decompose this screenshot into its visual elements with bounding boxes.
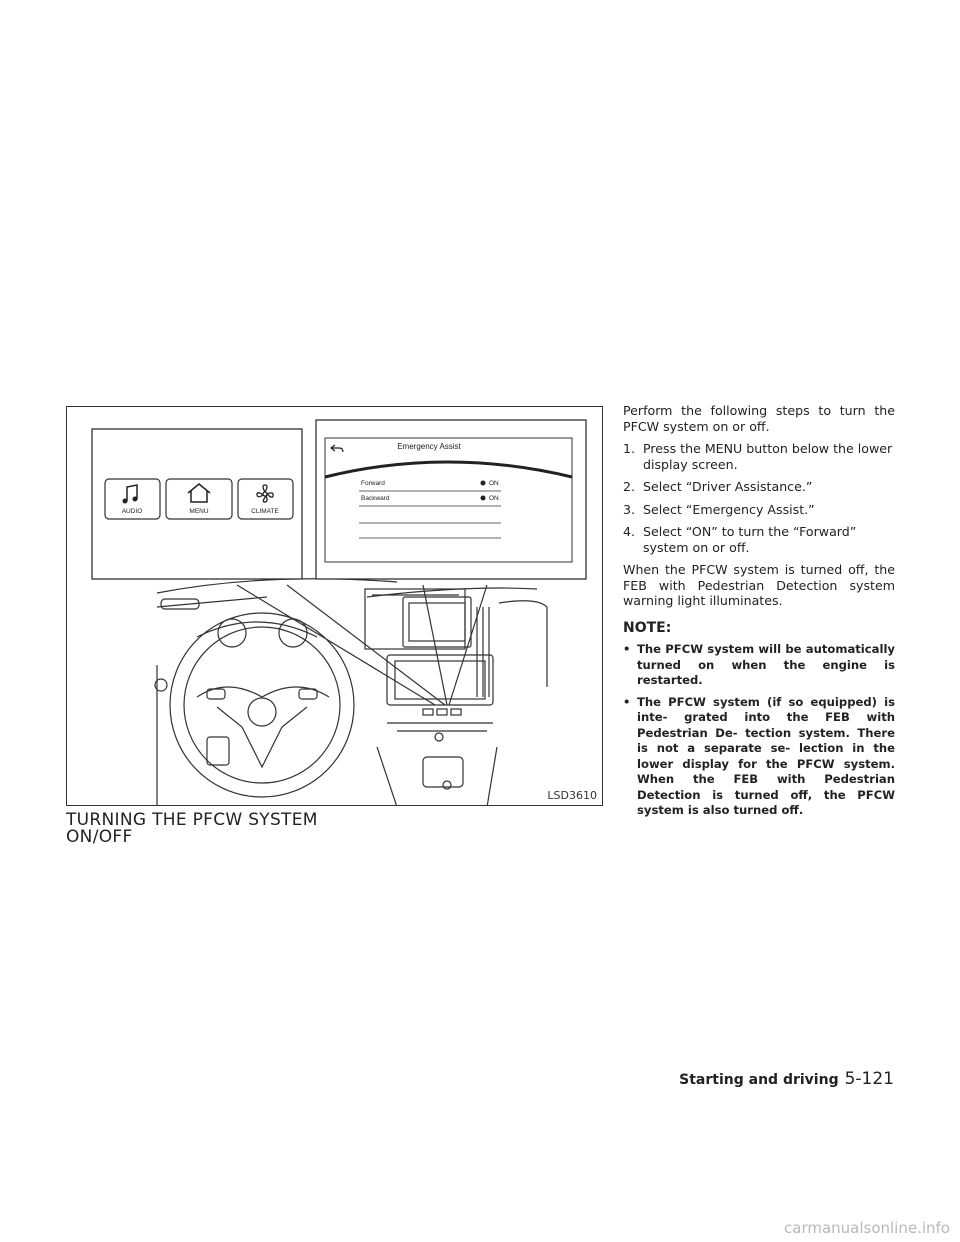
note-item [623, 642, 895, 689]
body-text-column [623, 403, 895, 825]
screen-title: Emergency Assist [397, 442, 461, 451]
step-text: Select “Emergency Assist.” [643, 501, 815, 517]
after-steps-paragraph: When the PFCW system is turned off, the FEB with Pedestrian Detection system warning light illuminates. [623, 562, 895, 608]
bullet-icon: • [623, 694, 631, 709]
step-text: Press the MENU button below the lower display screen. [643, 441, 893, 472]
step-number: 1. [623, 441, 636, 456]
bullet-icon: • [623, 642, 631, 656]
step-text: Select “ON” to turn the “Forward” system on or off. [643, 524, 857, 555]
note-text: The PFCW system will be automatically turned on when the engine is restarted. [637, 642, 895, 687]
backward-row-label: Backward [361, 495, 390, 502]
illustration-figure [66, 406, 603, 806]
backward-row-value: ON [489, 495, 499, 502]
step-number: 2. [623, 479, 636, 494]
step-number: 3. [623, 501, 636, 517]
page-footer [679, 1069, 894, 1089]
backward-toggle-indicator [481, 496, 486, 501]
forward-row-label: Forward [361, 480, 385, 487]
audio-button-label: AUDIO [121, 508, 143, 515]
note-text: The PFCW system (if so equipped) is inte- grated into the FEB with Pedestrian De- tection system. There is not a separate se- lection in the lower display for the PFCW system. When the FEB with Pedestrian Detection is turned off, the PFCW system is also turned off. [637, 694, 895, 817]
note-heading: NOTE: [623, 619, 672, 636]
menu-button-label: MENU [189, 508, 209, 515]
climate-button-label: CLIMATE [251, 508, 279, 515]
step-number: 4. [623, 524, 636, 539]
forward-row-value: ON [489, 480, 499, 487]
dashboard-illustration [67, 407, 603, 806]
section-title [66, 812, 366, 846]
section-title-line2: ON/OFF [66, 827, 133, 847]
step-item [623, 479, 895, 495]
step-text: Select “Driver Assistance.” [643, 479, 813, 494]
step-item [623, 524, 895, 555]
watermark: carmanualsonline.info [784, 1219, 950, 1237]
footer-section-name: Starting and driving [679, 1072, 839, 1088]
note-item [623, 695, 895, 819]
intro-paragraph: Perform the following steps to turn the PFCW system on or off. [623, 403, 895, 434]
figure-id-label: LSD3610 [547, 789, 597, 802]
page-number: 5-121 [844, 1069, 894, 1089]
step-item [623, 441, 895, 472]
step-item [623, 502, 895, 518]
forward-toggle-indicator [481, 481, 486, 486]
section-title-line1: TURNING THE PFCW SYSTEM [66, 810, 318, 830]
